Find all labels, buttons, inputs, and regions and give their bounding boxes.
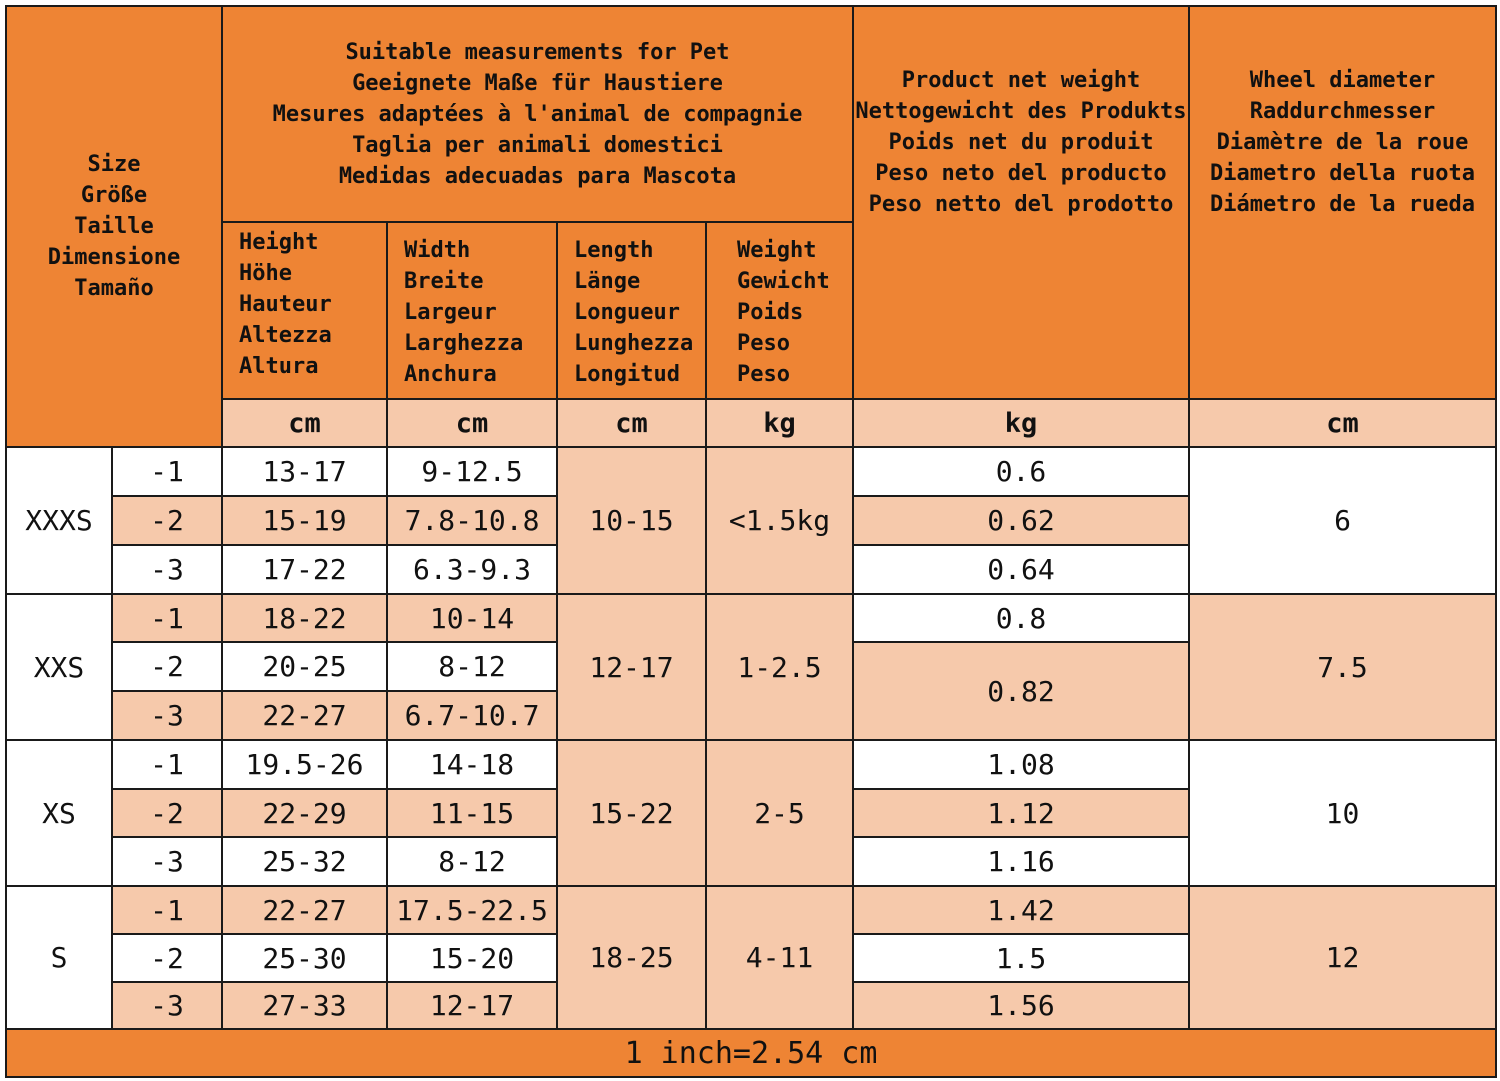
width-value: 6.7-10.7 — [386, 690, 558, 741]
net-weight-value: 1.5 — [852, 933, 1190, 983]
sub-size: -3 — [111, 544, 223, 595]
net-weight-header: Product net weight Nettogewicht des Produkts Poids net du produit Peso neto del producto Peso netto del prodotto — [852, 5, 1190, 400]
height-value: 17-22 — [221, 544, 388, 595]
height-value: 27-33 — [221, 981, 388, 1030]
unit-weight: kg — [705, 398, 854, 448]
size-label: XXS — [5, 593, 113, 741]
sub-size: -3 — [111, 981, 223, 1030]
net-weight-value: 1.56 — [852, 981, 1190, 1030]
width-value: 6.3-9.3 — [386, 544, 558, 595]
width-value: 15-20 — [386, 933, 558, 983]
suitable-measurements-header: Suitable measurements for Pet Geeignete Maße für Haustiere Mesures adaptées à l'animal de compagnie Taglia per animali domestici Medidas adecuadas para Mascota — [221, 5, 854, 223]
weight-value: 1-2.5 — [705, 593, 854, 741]
weight-value: 4-11 — [705, 885, 854, 1030]
wheel-value: 7.5 — [1188, 593, 1497, 741]
net-weight-value: 0.6 — [852, 446, 1190, 497]
length-value: 15-22 — [556, 739, 707, 887]
length-value: 18-25 — [556, 885, 707, 1030]
net-weight-value: 1.42 — [852, 885, 1190, 935]
unit-height: cm — [221, 398, 388, 448]
height-value: 22-29 — [221, 788, 388, 838]
height-value: 19.5-26 — [221, 739, 388, 790]
net-weight-value: 0.62 — [852, 495, 1190, 546]
size-label: XXXS — [5, 446, 113, 595]
sub-size: -1 — [111, 446, 223, 497]
length-header: Length Länge Longueur Lunghezza Longitud — [556, 221, 707, 400]
height-header: Height Höhe Hauteur Altezza Altura — [221, 221, 388, 400]
net-weight-value: 0.82 — [852, 641, 1190, 741]
sub-size: -2 — [111, 933, 223, 983]
width-value: 11-15 — [386, 788, 558, 838]
net-weight-value: 0.8 — [852, 593, 1190, 643]
height-value: 22-27 — [221, 885, 388, 935]
width-value: 17.5-22.5 — [386, 885, 558, 935]
height-value: 13-17 — [221, 446, 388, 497]
unit-net-weight: kg — [852, 398, 1190, 448]
weight-value: 2-5 — [705, 739, 854, 887]
width-value: 8-12 — [386, 836, 558, 887]
net-weight-value: 1.16 — [852, 836, 1190, 887]
sub-size: -2 — [111, 788, 223, 838]
conversion-footer: 1 inch=2.54 cm — [5, 1028, 1497, 1078]
width-value: 14-18 — [386, 739, 558, 790]
sub-size: -1 — [111, 739, 223, 790]
weight-header: Weight Gewicht Poids Peso Peso — [705, 221, 854, 400]
sub-size: -2 — [111, 495, 223, 546]
length-value: 12-17 — [556, 593, 707, 741]
height-value: 20-25 — [221, 641, 388, 692]
unit-width: cm — [386, 398, 558, 448]
height-value: 15-19 — [221, 495, 388, 546]
height-value: 18-22 — [221, 593, 388, 643]
wheel-value: 6 — [1188, 446, 1497, 595]
width-value: 7.8-10.8 — [386, 495, 558, 546]
unit-wheel: cm — [1188, 398, 1497, 448]
sub-size: -1 — [111, 593, 223, 643]
height-value: 22-27 — [221, 690, 388, 741]
weight-value: <1.5kg — [705, 446, 854, 595]
sub-size: -2 — [111, 641, 223, 692]
wheel-diameter-header: Wheel diameter Raddurchmesser Diamètre de la roue Diametro della ruota Diámetro de la rueda — [1188, 5, 1497, 400]
size-header: Size Größe Taille Dimensione Tamaño — [5, 5, 223, 448]
height-value: 25-32 — [221, 836, 388, 887]
wheel-value: 10 — [1188, 739, 1497, 887]
wheel-value: 12 — [1188, 885, 1497, 1030]
height-value: 25-30 — [221, 933, 388, 983]
sub-size: -3 — [111, 836, 223, 887]
width-value: 10-14 — [386, 593, 558, 643]
width-value: 8-12 — [386, 641, 558, 692]
length-value: 10-15 — [556, 446, 707, 595]
unit-length: cm — [556, 398, 707, 448]
net-weight-value: 0.64 — [852, 544, 1190, 595]
net-weight-value: 1.12 — [852, 788, 1190, 838]
width-value: 12-17 — [386, 981, 558, 1030]
width-header: Width Breite Largeur Larghezza Anchura — [386, 221, 558, 400]
width-value: 9-12.5 — [386, 446, 558, 497]
sub-size: -1 — [111, 885, 223, 935]
size-label: XS — [5, 739, 113, 887]
sub-size: -3 — [111, 690, 223, 741]
size-label: S — [5, 885, 113, 1030]
net-weight-value: 1.08 — [852, 739, 1190, 790]
